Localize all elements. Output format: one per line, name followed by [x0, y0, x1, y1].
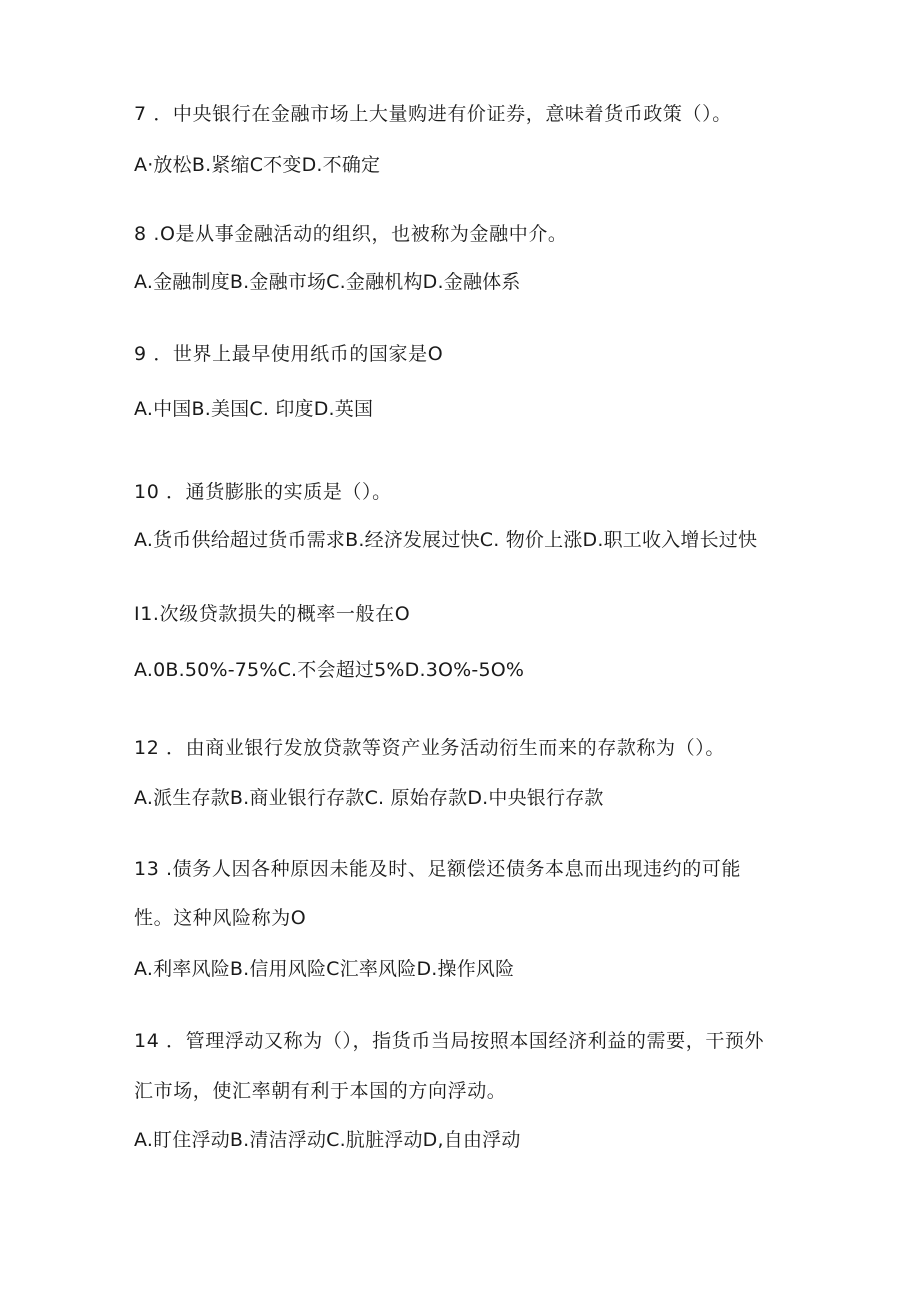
- question-9-text: 9 ．世界上最早使用纸币的国家是O: [134, 343, 444, 365]
- question-11-options: A.0B.50%-75%C.不会超过5%D.3O%-5O%: [134, 659, 525, 681]
- question-7-text: 7 ．中央银行在金融市场上大量购进有价证券，意味着货币政策（）。: [134, 103, 732, 125]
- question-13-options: A.利率风险B.信用风险C汇率风险D.操作风险: [134, 958, 515, 980]
- question-14-options: A.盯住浮动B.清洁浮动C.肮脏浮动D,自由浮动: [134, 1129, 521, 1151]
- question-13-text: 13 .债务人因各种原因未能及时、足额偿还债务本息而出现违约的可能: [134, 858, 742, 880]
- question-14-text: 14 ．管理浮动又称为（），指货币当局按照本国经济利益的需要，干预外: [134, 1030, 765, 1052]
- question-8-options: A.金融制度B.金融市场C.金融机构D.金融体系: [134, 271, 521, 293]
- question-10-options: A.货币供给超过货币需求B.经济发展过快C. 物价上涨D.职工收入增长过快: [134, 529, 758, 551]
- question-10-text: 10 ．通货膨胀的实质是（）。: [134, 481, 392, 503]
- question-14-text-cont: 汇市场，使汇率朝有利于本国的方向浮动。: [134, 1080, 507, 1102]
- question-7-options: A·放松B.紧缩C不变D.不确定: [134, 154, 381, 176]
- question-12-options: A.派生存款B.商业银行存款C. 原始存款D.中央银行存款: [134, 787, 604, 809]
- question-11-text: I1.次级贷款损失的概率一般在O: [134, 603, 411, 625]
- question-12-text: 12 ．由商业银行发放贷款等资产业务活动衍生而来的存款称为（）。: [134, 737, 725, 759]
- question-13-text-cont: 性。这种风险称为O: [134, 907, 307, 929]
- question-8-text: 8 .O是从事金融活动的组织，也被称为金融中介。: [134, 223, 568, 245]
- question-9-options: A.中国B.美国C. 印度D.英国: [134, 398, 374, 420]
